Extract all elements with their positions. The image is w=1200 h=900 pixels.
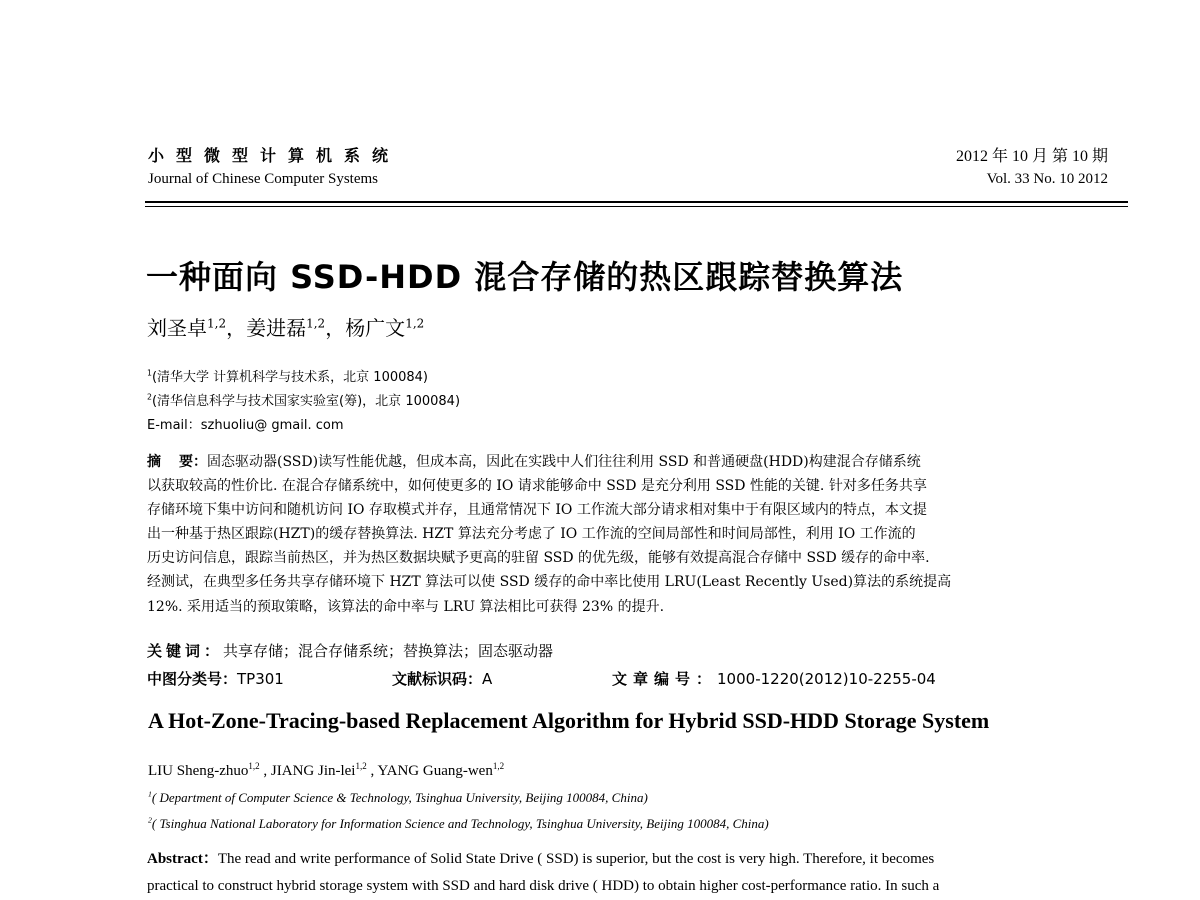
- issue-volume-en: Vol. 33 No. 10 2012: [986, 171, 1108, 187]
- article-number: [612, 668, 936, 689]
- author-en-3: YANG Guang-wen: [377, 763, 493, 779]
- abstract-cn-line-5: 历史访问信息，跟踪当前热区，并为热区数据块赋予更高的驻留 SSD 的优先级，能够有效提高混合存储中 SSD 缓存的命中率.: [147, 550, 930, 567]
- article-label: 文章编号：: [612, 670, 718, 688]
- abstract-cn-line-1: [147, 450, 1132, 474]
- author-sep: ,: [366, 763, 378, 779]
- clc-number: [147, 668, 284, 689]
- author-sep: ,: [259, 763, 271, 779]
- clc-value: TP301: [237, 670, 284, 688]
- abstract-en-label: Abstract：: [147, 851, 218, 867]
- affiliation-en-2: [148, 816, 769, 832]
- author-cn-1-sup: 1,2: [207, 316, 227, 331]
- affiliation-cn-2-text: (清华信息科学与技术国家实验室(筹)，北京 100084): [151, 394, 461, 409]
- author-cn-3: 杨广文: [345, 316, 406, 340]
- abstract-en-line-1: [147, 846, 1132, 873]
- affiliation-en-2-sup: 2: [148, 815, 152, 825]
- author-en-2-sup: 1,2: [355, 761, 367, 771]
- affiliation-cn-2-sup: 2: [147, 392, 152, 402]
- classification-row: [147, 668, 1132, 690]
- author-sep: ，: [325, 316, 346, 340]
- authors-en: [148, 763, 504, 780]
- author-en-1-sup: 1,2: [248, 761, 260, 771]
- affiliation-en-2-text: ( Tsinghua National Laboratory for Information Science and Technology, Tsinghua University, Beijing 100084, China): [151, 816, 769, 831]
- author-cn-1: 刘圣卓: [147, 316, 207, 340]
- paper-title-en: A Hot-Zone-Tracing-based Replacement Algorithm for Hybrid SSD-HDD Storage System: [148, 708, 990, 733]
- affiliation-en-1: [148, 790, 648, 806]
- affiliation-cn-2: [147, 390, 460, 409]
- affiliation-cn-1-text: (清华大学 计算机科学与技术系，北京 100084): [151, 370, 429, 385]
- abstract-en: [147, 846, 1132, 900]
- abstract-cn-line-2: 以获取较高的性价比. 在混合存储系统中，如何使更多的 IO 请求能够命中 SSD 是充分利用 SSD 性能的关键. 针对多任务共享: [147, 478, 927, 495]
- keywords-label: 关键词：: [147, 642, 224, 660]
- abstract-cn-label: [147, 454, 207, 470]
- paper-title-cn: 一种面向 SSD-HDD 混合存储的热区跟踪替换算法: [146, 258, 904, 296]
- author-cn-2: 姜进磊: [246, 316, 307, 340]
- issue-date-cn: 2012 年 10 月 第 10 期: [955, 148, 1108, 165]
- doc-label: 文献标识码：: [392, 670, 483, 688]
- journal-name-en: Journal of Chinese Computer Systems: [148, 171, 378, 187]
- affiliation-en-1-text: ( Department of Computer Science & Technology, Tsinghua University, Beijing 100084, China): [151, 790, 648, 805]
- article-value: 1000-1220(2012)10-2255-04: [717, 670, 936, 688]
- abstract-cn-line-3: 存储环境下集中访问和随机访问 IO 存取模式并存，且通常情况下 IO 工作流大部分请求相对集中于有限区域内的特点，本文提: [147, 502, 927, 519]
- abstract-en-line-2: practical to construct hybrid storage system with SSD and hard disk drive ( HDD) to obtain higher cost-performance ratio. In such a: [147, 878, 940, 894]
- email-address: E-mail：szhuoliu@ gmail. com: [147, 418, 344, 433]
- abstract-en-text-1: The read and write performance of Solid State Drive ( SSD) is superior, but the cost is very high. Therefore, it becomes: [217, 851, 935, 867]
- authors-cn: [147, 312, 424, 341]
- keywords-text: 共享存储；混合存储系统；替换算法；固态驱动器: [223, 642, 554, 660]
- author-sep: ，: [226, 316, 247, 340]
- abstract-cn-text-1: 固态驱动器(SSD)读写性能优越，但成本高，因此在实践中人们往往利用 SSD 和普通硬盘(HDD)构建混合存储系统: [207, 454, 921, 470]
- header-rule-thick: [145, 201, 1128, 203]
- author-en-1: LIU Sheng-zhuo: [148, 763, 249, 779]
- affiliation-cn-1-sup: 1: [147, 368, 152, 378]
- doc-value: A: [482, 670, 493, 688]
- abstract-cn-label-a: 摘: [147, 454, 161, 470]
- clc-label: 中图分类号：: [147, 670, 238, 688]
- affiliation-cn-1: [147, 366, 428, 385]
- abstract-cn-label-b: 要：: [179, 454, 207, 470]
- abstract-cn-line-6: 经测试，在典型多任务共享存储环境下 HZT 算法可以使 SSD 缓存的命中率比使用 LRU(Least Recently Used)算法的系统提高: [147, 574, 952, 591]
- author-en-2: JIANG Jin-lei: [270, 763, 356, 779]
- journal-name-cn: 小型微型计算机系统: [148, 146, 401, 165]
- document-code: [392, 668, 492, 689]
- abstract-cn-line-4: 出一种基于热区跟踪(HZT)的缓存替换算法. HZT 算法充分考虑了 IO 工作流的空间局部性和时间局部性，利用 IO 工作流的: [147, 526, 916, 543]
- author-cn-3-sup: 1,2: [405, 316, 425, 331]
- header-rule-thin: [145, 206, 1128, 207]
- abstract-cn-line-7: 12%. 采用适当的预取策略，该算法的命中率与 LRU 算法相比可获得 23% 的提升.: [147, 598, 665, 615]
- author-cn-2-sup: 1,2: [306, 316, 326, 331]
- affiliation-en-1-sup: 1: [148, 789, 152, 799]
- abstract-cn: [147, 450, 1132, 619]
- keywords-cn: [147, 640, 553, 661]
- author-en-3-sup: 1,2: [492, 761, 505, 771]
